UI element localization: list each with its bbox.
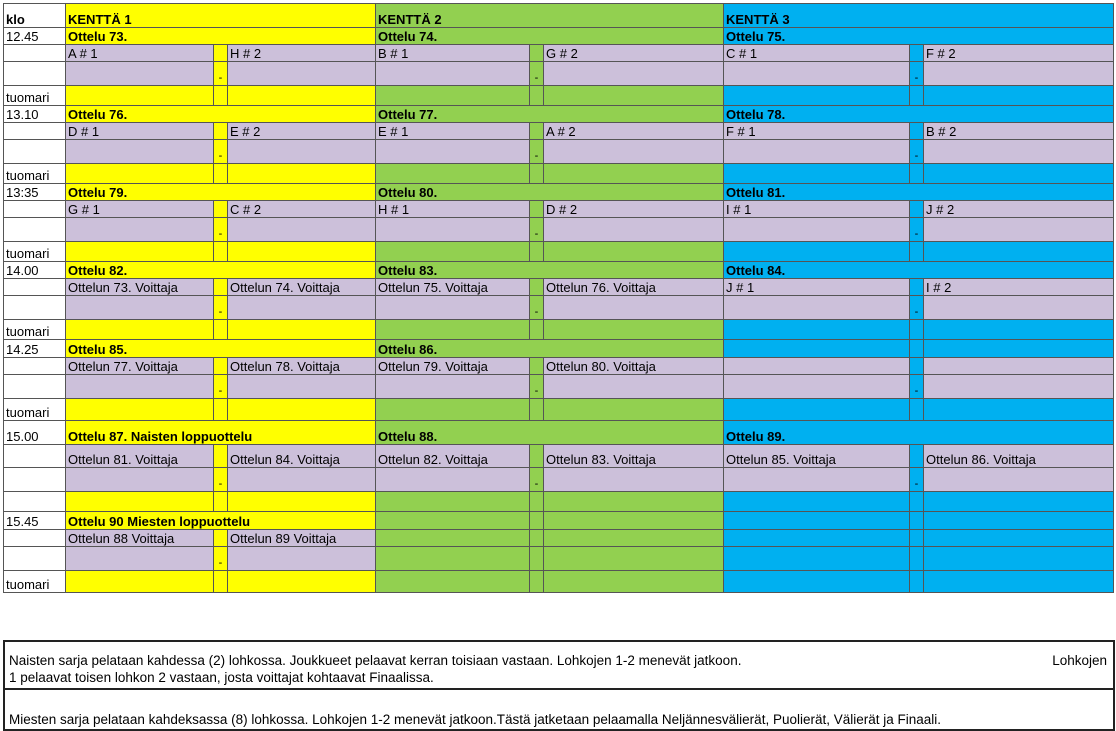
home-team: G # 1 — [66, 201, 214, 218]
home-score — [376, 218, 530, 242]
referee-cell — [228, 320, 376, 340]
match-title: Ottelu 84. — [724, 262, 1114, 279]
home-score — [376, 468, 530, 492]
referee-cell — [724, 164, 910, 184]
separator-cell — [910, 164, 924, 184]
home-score — [66, 547, 214, 571]
referee-cell — [544, 242, 724, 262]
dash-cell: - — [214, 140, 228, 164]
home-score — [376, 140, 530, 164]
away-team: A # 2 — [544, 123, 724, 140]
away-score — [924, 296, 1114, 320]
home-team: B # 1 — [376, 45, 530, 62]
blank-cell — [4, 201, 66, 218]
away-team: D # 2 — [544, 201, 724, 218]
blank-cell — [4, 62, 66, 86]
home-team: Ottelun 73. Voittaja — [66, 279, 214, 296]
referee-cell — [228, 399, 376, 421]
referee-row — [4, 164, 1114, 184]
score-row — [4, 218, 1114, 242]
referee-label: tuomari — [4, 86, 66, 106]
separator-cell — [910, 242, 924, 262]
separator-cell — [214, 530, 228, 547]
blank-cell — [4, 279, 66, 296]
blank-cell — [4, 123, 66, 140]
match-title: Ottelu 89. — [724, 421, 1114, 445]
separator-cell — [530, 571, 544, 593]
dash-cell: - — [910, 62, 924, 86]
men-note: Miesten sarja pelataan kahdeksassa (8) lohkossa. Lohkojen 1-2 menevät jatkoon.Tästä jatketaan pelaamalla Neljännesvälierät, Puolierät, Välierät ja Finaali. — [9, 712, 942, 727]
field-cell — [724, 340, 910, 358]
home-score — [724, 140, 910, 164]
referee-cell — [376, 242, 530, 262]
dash-cell: - — [214, 296, 228, 320]
separator-cell — [530, 445, 544, 468]
away-team: Ottelun 83. Voittaja — [544, 445, 724, 468]
referee-cell — [228, 242, 376, 262]
separator-cell — [910, 320, 924, 340]
away-team: F # 2 — [924, 45, 1114, 62]
dash-cell: - — [910, 375, 924, 399]
home-team — [724, 358, 910, 375]
away-team: B # 2 — [924, 123, 1114, 140]
referee-cell — [376, 571, 530, 593]
home-score — [66, 375, 214, 399]
time-cell: 14.00 — [4, 262, 66, 279]
field-cell — [724, 512, 910, 530]
referee-cell — [924, 492, 1114, 512]
match-title: Ottelu 82. — [66, 262, 376, 279]
away-score — [544, 547, 724, 571]
dash-cell: - — [910, 218, 924, 242]
separator-cell — [910, 201, 924, 218]
home-score — [724, 547, 910, 571]
field-cell — [530, 512, 544, 530]
away-score — [228, 140, 376, 164]
home-score — [66, 218, 214, 242]
field-cell — [910, 340, 924, 358]
match-row — [4, 512, 1114, 530]
match-title: Ottelu 74. — [376, 28, 724, 45]
referee-cell — [544, 164, 724, 184]
referee-cell — [924, 399, 1114, 421]
separator-cell — [214, 399, 228, 421]
dash-cell: - — [214, 62, 228, 86]
separator-cell — [214, 492, 228, 512]
match-title: Ottelu 87. Naisten loppuottelu — [66, 421, 376, 445]
blank-cell — [4, 296, 66, 320]
referee-cell — [376, 492, 530, 512]
header-row — [4, 4, 1114, 28]
match-row — [4, 28, 1114, 45]
match-title: Ottelu 78. — [724, 106, 1114, 123]
referee-row — [4, 571, 1114, 593]
separator-cell — [910, 399, 924, 421]
dash-cell: - — [910, 296, 924, 320]
referee-cell — [228, 492, 376, 512]
away-score — [228, 62, 376, 86]
referee-cell — [924, 86, 1114, 106]
home-score — [376, 375, 530, 399]
referee-cell — [376, 399, 530, 421]
field-cell — [924, 512, 1114, 530]
blank-cell — [4, 45, 66, 62]
away-team: Ottelun 74. Voittaja — [228, 279, 376, 296]
dash-cell: - — [214, 547, 228, 571]
away-score — [228, 547, 376, 571]
home-score — [66, 140, 214, 164]
home-score — [724, 468, 910, 492]
teams-row — [4, 530, 1114, 547]
match-row — [4, 421, 1114, 445]
separator-cell — [910, 445, 924, 468]
dash-cell: - — [530, 296, 544, 320]
home-team: D # 1 — [66, 123, 214, 140]
home-team: A # 1 — [66, 45, 214, 62]
referee-cell — [924, 320, 1114, 340]
referee-cell — [376, 164, 530, 184]
home-team — [724, 530, 910, 547]
dash-cell: - — [530, 140, 544, 164]
score-row — [4, 468, 1114, 492]
match-title: Ottelu 85. — [66, 340, 376, 358]
referee-cell — [376, 86, 530, 106]
separator-cell — [910, 530, 924, 547]
field1-header: KENTTÄ 1 — [66, 4, 376, 28]
home-team: Ottelun 75. Voittaja — [376, 279, 530, 296]
time-cell: 15.00 — [4, 421, 66, 445]
separator-cell — [214, 45, 228, 62]
home-score — [66, 62, 214, 86]
teams-row — [4, 45, 1114, 62]
referee-cell — [924, 571, 1114, 593]
referee-cell — [66, 571, 214, 593]
away-team: G # 2 — [544, 45, 724, 62]
home-score — [66, 296, 214, 320]
home-score — [376, 296, 530, 320]
home-team: F # 1 — [724, 123, 910, 140]
away-team: Ottelun 76. Voittaja — [544, 279, 724, 296]
home-score — [724, 62, 910, 86]
separator-cell — [910, 571, 924, 593]
match-title: Ottelu 77. — [376, 106, 724, 123]
women-note-line2: 1 pelaavat toisen lohkon 2 vastaan, josta voittajat kohtaavat Finaalissa. — [9, 670, 434, 685]
separator-cell — [214, 123, 228, 140]
referee-cell — [924, 164, 1114, 184]
score-row — [4, 62, 1114, 86]
referee-cell — [228, 86, 376, 106]
away-score — [544, 375, 724, 399]
away-score — [228, 218, 376, 242]
home-score — [376, 547, 530, 571]
referee-cell — [724, 86, 910, 106]
field-cell — [544, 512, 724, 530]
away-score — [228, 468, 376, 492]
teams-row — [4, 358, 1114, 375]
away-score — [924, 468, 1114, 492]
field-cell — [376, 512, 530, 530]
away-score — [544, 140, 724, 164]
referee-cell — [724, 571, 910, 593]
home-team: Ottelun 88 Voittaja — [66, 530, 214, 547]
match-row — [4, 340, 1114, 358]
separator-cell — [214, 201, 228, 218]
score-row — [4, 296, 1114, 320]
referee-cell — [228, 164, 376, 184]
dash-cell: - — [530, 468, 544, 492]
home-team: E # 1 — [376, 123, 530, 140]
match-title: Ottelu 76. — [66, 106, 376, 123]
separator-cell — [530, 201, 544, 218]
score-row — [4, 375, 1114, 399]
referee-row — [4, 86, 1114, 106]
separator-cell — [214, 164, 228, 184]
referee-cell — [724, 399, 910, 421]
separator-cell — [530, 45, 544, 62]
separator-cell — [214, 320, 228, 340]
blank-cell — [4, 468, 66, 492]
field-cell — [924, 340, 1114, 358]
notes-divider — [5, 688, 1113, 690]
referee-cell — [376, 320, 530, 340]
teams-row — [4, 445, 1114, 468]
away-score — [924, 62, 1114, 86]
match-title: Ottelu 80. — [376, 184, 724, 201]
away-score — [544, 62, 724, 86]
home-team: I # 1 — [724, 201, 910, 218]
referee-cell — [66, 320, 214, 340]
separator-cell — [530, 123, 544, 140]
field3-header: KENTTÄ 3 — [724, 4, 1114, 28]
referee-cell — [724, 320, 910, 340]
time-cell: 14.25 — [4, 340, 66, 358]
match-row — [4, 262, 1114, 279]
away-team: E # 2 — [228, 123, 376, 140]
women-note-line1: Naisten sarja pelataan kahdessa (2) lohkossa. Joukkueet pelaavat kerran toisiaan vastaan. Lohkojen 1-2 menevät jatkoon. — [9, 653, 742, 668]
separator-cell — [530, 164, 544, 184]
referee-cell — [924, 242, 1114, 262]
away-team: J # 2 — [924, 201, 1114, 218]
notes-box — [3, 640, 1115, 731]
dash-cell: - — [910, 140, 924, 164]
away-score — [228, 375, 376, 399]
home-team: Ottelun 79. Voittaja — [376, 358, 530, 375]
referee-row — [4, 320, 1114, 340]
referee-label: tuomari — [4, 320, 66, 340]
separator-cell — [530, 320, 544, 340]
separator-cell — [214, 358, 228, 375]
dash-cell: - — [214, 468, 228, 492]
home-team: Ottelun 82. Voittaja — [376, 445, 530, 468]
referee-row — [4, 492, 1114, 512]
dash-cell: - — [910, 468, 924, 492]
home-score — [724, 375, 910, 399]
home-team: J # 1 — [724, 279, 910, 296]
away-team: I # 2 — [924, 279, 1114, 296]
match-title: Ottelu 81. — [724, 184, 1114, 201]
home-team: Ottelun 81. Voittaja — [66, 445, 214, 468]
blank-cell — [4, 547, 66, 571]
women-note — [9, 652, 1029, 686]
referee-cell — [66, 399, 214, 421]
home-score — [724, 296, 910, 320]
away-score — [544, 468, 724, 492]
referee-label: tuomari — [4, 399, 66, 421]
time-cell: 13:35 — [4, 184, 66, 201]
time-cell: 12.45 — [4, 28, 66, 45]
separator-cell — [214, 445, 228, 468]
referee-cell — [66, 164, 214, 184]
home-score — [376, 62, 530, 86]
field-cell — [910, 512, 924, 530]
match-title: Ottelu 90 Miesten loppuottelu — [66, 512, 376, 530]
teams-row — [4, 123, 1114, 140]
dash-cell: - — [530, 375, 544, 399]
referee-cell — [228, 571, 376, 593]
referee-label: tuomari — [4, 242, 66, 262]
away-team: Ottelun 84. Voittaja — [228, 445, 376, 468]
referee-cell — [66, 242, 214, 262]
match-row — [4, 184, 1114, 201]
referee-cell — [544, 492, 724, 512]
away-score — [924, 140, 1114, 164]
referee-label — [4, 492, 66, 512]
referee-cell — [66, 492, 214, 512]
women-note-right: Lohkojen — [1052, 653, 1107, 668]
away-team — [924, 530, 1114, 547]
separator-cell — [214, 571, 228, 593]
away-score — [924, 218, 1114, 242]
dash-cell: - — [530, 218, 544, 242]
away-score — [228, 296, 376, 320]
home-team — [376, 530, 530, 547]
home-score — [724, 218, 910, 242]
away-team — [924, 358, 1114, 375]
separator-cell — [214, 86, 228, 106]
referee-label: tuomari — [4, 571, 66, 593]
blank-cell — [4, 530, 66, 547]
schedule-table — [3, 3, 1114, 593]
score-row — [4, 140, 1114, 164]
teams-row — [4, 201, 1114, 218]
referee-row — [4, 242, 1114, 262]
away-team: C # 2 — [228, 201, 376, 218]
referee-cell — [66, 86, 214, 106]
match-title: Ottelu 83. — [376, 262, 724, 279]
match-title: Ottelu 73. — [66, 28, 376, 45]
separator-cell — [910, 279, 924, 296]
blank-cell — [4, 140, 66, 164]
separator-cell — [910, 86, 924, 106]
away-score — [924, 547, 1114, 571]
match-title: Ottelu 86. — [376, 340, 724, 358]
away-score — [544, 218, 724, 242]
score-row — [4, 547, 1114, 571]
match-title: Ottelu 75. — [724, 28, 1114, 45]
referee-cell — [724, 242, 910, 262]
referee-row — [4, 399, 1114, 421]
away-team — [544, 530, 724, 547]
field2-header: KENTTÄ 2 — [376, 4, 724, 28]
referee-cell — [544, 399, 724, 421]
dash-cell — [910, 547, 924, 571]
time-cell: 15.45 — [4, 512, 66, 530]
away-team: Ottelun 78. Voittaja — [228, 358, 376, 375]
blank-cell — [4, 375, 66, 399]
separator-cell — [530, 86, 544, 106]
time-header: klo — [4, 4, 66, 28]
blank-cell — [4, 445, 66, 468]
separator-cell — [530, 492, 544, 512]
separator-cell — [214, 279, 228, 296]
away-team: Ottelun 89 Voittaja — [228, 530, 376, 547]
dash-cell: - — [530, 62, 544, 86]
dash-cell: - — [214, 218, 228, 242]
blank-cell — [4, 358, 66, 375]
separator-cell — [530, 279, 544, 296]
referee-cell — [544, 571, 724, 593]
home-score — [66, 468, 214, 492]
away-team: Ottelun 86. Voittaja — [924, 445, 1114, 468]
home-team: H # 1 — [376, 201, 530, 218]
away-score — [924, 375, 1114, 399]
home-team: Ottelun 77. Voittaja — [66, 358, 214, 375]
match-title: Ottelu 88. — [376, 421, 724, 445]
away-score — [544, 296, 724, 320]
teams-row — [4, 279, 1114, 296]
dash-cell — [530, 547, 544, 571]
home-team: C # 1 — [724, 45, 910, 62]
separator-cell — [530, 530, 544, 547]
separator-cell — [530, 399, 544, 421]
dash-cell: - — [214, 375, 228, 399]
blank-cell — [4, 218, 66, 242]
away-team: Ottelun 80. Voittaja — [544, 358, 724, 375]
referee-cell — [724, 492, 910, 512]
separator-cell — [530, 358, 544, 375]
time-cell: 13.10 — [4, 106, 66, 123]
referee-cell — [544, 320, 724, 340]
referee-label: tuomari — [4, 164, 66, 184]
away-team: H # 2 — [228, 45, 376, 62]
separator-cell — [530, 242, 544, 262]
separator-cell — [910, 45, 924, 62]
home-team: Ottelun 85. Voittaja — [724, 445, 910, 468]
separator-cell — [214, 242, 228, 262]
separator-cell — [910, 358, 924, 375]
match-row — [4, 106, 1114, 123]
referee-cell — [544, 86, 724, 106]
separator-cell — [910, 492, 924, 512]
match-title: Ottelu 79. — [66, 184, 376, 201]
separator-cell — [910, 123, 924, 140]
